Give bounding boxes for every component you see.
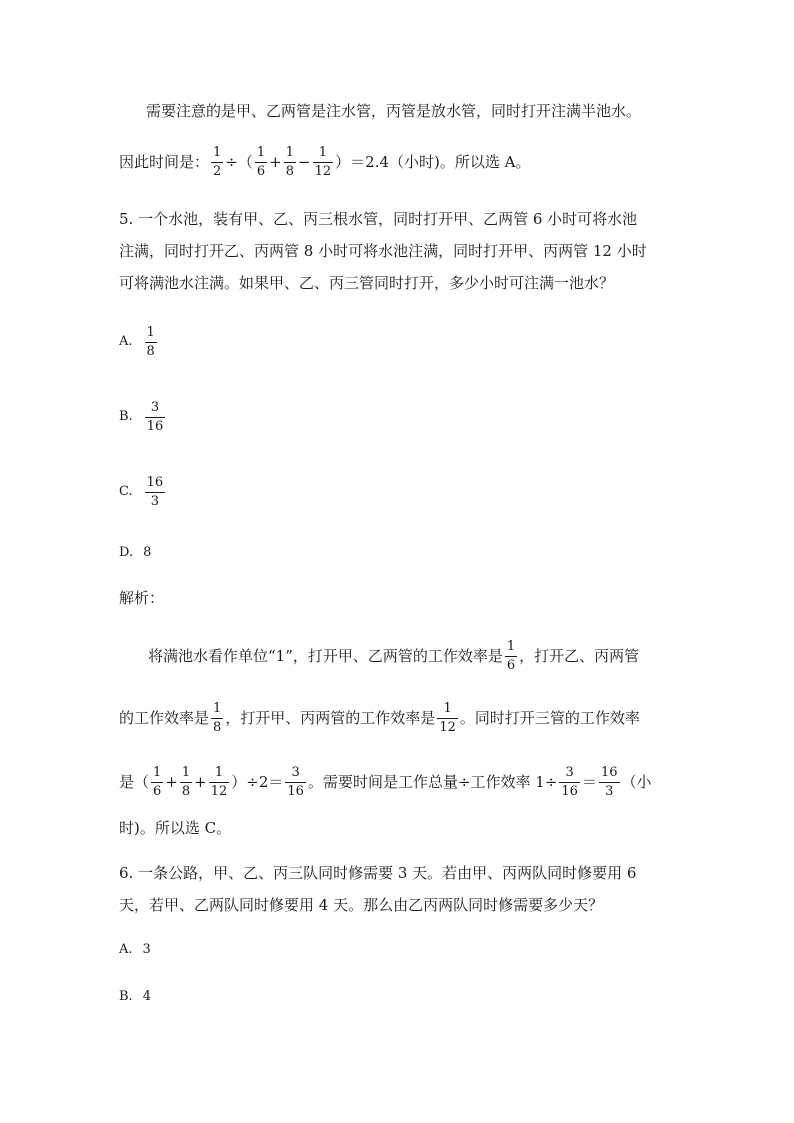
text-suffix: 。同时打开三管的工作效率 bbox=[459, 709, 640, 727]
minus-sign: − bbox=[298, 153, 311, 171]
option-label: C. bbox=[119, 484, 133, 499]
text-prefix: 因此时间是： bbox=[119, 153, 210, 171]
option-label: B. bbox=[119, 409, 133, 424]
analysis-line-3 bbox=[119, 762, 652, 802]
fraction: $\frac{3}{16}$ bbox=[561, 764, 578, 799]
fraction: $\frac{1}{2}$ bbox=[213, 144, 222, 179]
text-middle: ）÷2＝ bbox=[231, 773, 284, 791]
option-b bbox=[119, 987, 151, 1007]
fraction: $\frac{1}{12}$ bbox=[314, 144, 332, 179]
text-middle: 。需要时间是工作总量÷工作效率 1÷ bbox=[307, 773, 558, 791]
fraction: $\frac{1}{8}$ bbox=[146, 324, 155, 359]
fraction: $\frac{1}{8}$ bbox=[285, 144, 295, 179]
analysis-line-4: 时)。所以选 C。 bbox=[119, 819, 232, 837]
question-6-line-2: 天，若甲、乙两队同时修要用 4 天。那么由乙丙两队同时修需要多少天？ bbox=[119, 896, 604, 914]
equals-sign: ＝ bbox=[581, 773, 597, 791]
question-5-line-2: 注满，同时打开乙、丙两管 8 小时可将水池注满，同时打开甲、丙两管 12 小时 bbox=[119, 242, 647, 260]
text-prefix: 的工作效率是 bbox=[119, 709, 210, 727]
fraction: $\frac{1}{12}$ bbox=[439, 700, 456, 735]
text-prefix: 是（ bbox=[119, 773, 150, 791]
option-label: B. bbox=[119, 989, 133, 1004]
fraction: $\frac{1}{6}$ bbox=[153, 764, 162, 799]
fraction: $\frac{3}{16}$ bbox=[287, 764, 304, 799]
fraction: $\frac{1}{8}$ bbox=[181, 764, 191, 799]
text-suffix: ＝2.4（小时)。所以选 A。 bbox=[350, 153, 531, 171]
analysis-line-1 bbox=[148, 636, 639, 676]
question-5-line-1: 5. 一个水池，装有甲、乙、丙三根水管，同时打开甲、乙两管 6 小时可将水池 bbox=[119, 210, 638, 228]
fraction: $\frac{1}{6}$ bbox=[256, 144, 266, 179]
paragraph-note: 需要注意的是甲、乙两管是注水管，丙管是放水管，同时打开注满半池水。 bbox=[146, 102, 642, 120]
fraction: $\frac{16}{3}$ bbox=[600, 764, 618, 799]
option-a bbox=[119, 940, 151, 960]
paren-close: ） bbox=[335, 153, 351, 171]
option-label: A. bbox=[119, 942, 133, 957]
option-label: A. bbox=[119, 334, 133, 349]
fraction: $\frac{1}{8}$ bbox=[213, 700, 222, 735]
plus-sign: + bbox=[165, 773, 178, 791]
option-d bbox=[119, 543, 151, 563]
option-a bbox=[119, 322, 159, 362]
fraction: $\frac{3}{16}$ bbox=[146, 399, 164, 434]
fraction: $\frac{1}{6}$ bbox=[506, 638, 516, 673]
text-prefix: 将满池水看作单位“1”，打开甲、乙两管的工作效率是 bbox=[148, 647, 503, 665]
paren-open: （ bbox=[237, 153, 253, 171]
option-text: 8 bbox=[143, 545, 152, 560]
divide-sign: ÷ bbox=[225, 153, 238, 171]
fraction: $\frac{1}{12}$ bbox=[210, 764, 228, 799]
option-text: 4 bbox=[142, 989, 151, 1004]
option-c bbox=[119, 472, 167, 512]
question-6-line-1: 6. 一条公路，甲、乙、丙三队同时修需要 3 天。若由甲、丙两队同时修要用 6 bbox=[119, 864, 637, 882]
text-suffix: ，打开乙、丙两管 bbox=[519, 647, 640, 665]
fraction: $\frac{16}{3}$ bbox=[146, 474, 164, 509]
text-suffix: （小 bbox=[621, 773, 652, 791]
question-5-line-3: 可将满池水注满。如果甲、乙、丙三管同时打开，多少小时可注满一池水？ bbox=[119, 274, 615, 292]
plus-sign: + bbox=[194, 773, 207, 791]
option-b bbox=[119, 397, 167, 437]
analysis-line-2 bbox=[119, 698, 640, 738]
text-middle: ，打开甲、丙两管的工作效率是 bbox=[225, 709, 436, 727]
option-label: D. bbox=[119, 545, 134, 560]
analysis-label: 解析： bbox=[119, 589, 165, 607]
paragraph-time-calc bbox=[119, 142, 530, 182]
option-text: 3 bbox=[142, 942, 151, 957]
plus-sign: + bbox=[269, 153, 282, 171]
